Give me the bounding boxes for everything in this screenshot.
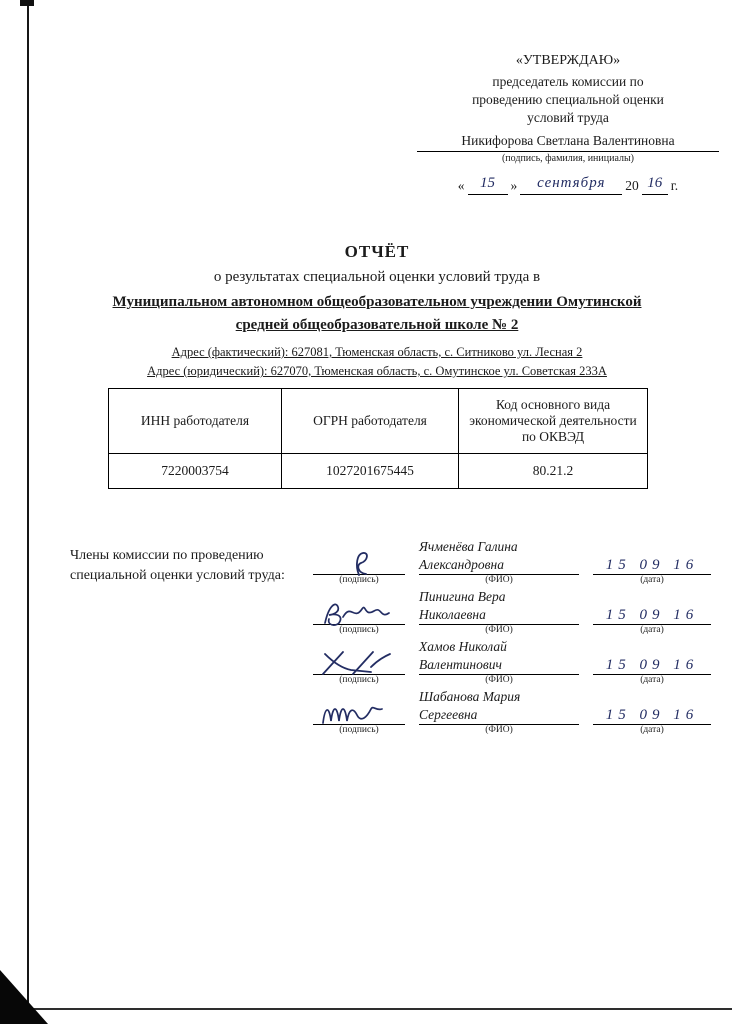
date-line (593, 648, 711, 675)
date-caption: (дата) (640, 675, 664, 686)
date-column (593, 698, 711, 735)
date-line (593, 698, 711, 725)
signature-line (313, 544, 405, 575)
organization-name-line-1: Муниципальном автономном общеобразовательном учреждении Омутинской (112, 294, 642, 310)
table-value-row (109, 454, 648, 489)
handwritten-date: 15 09 16 (605, 657, 699, 674)
inn-value: 7220003754 (109, 454, 282, 489)
name-column (419, 688, 579, 735)
date-suffix: г. (670, 177, 679, 193)
name-caption: (ФИО) (485, 575, 513, 586)
ogrn-value: 1027201675445 (282, 454, 459, 489)
approval-heading: «УТВЕРЖДАЮ» (515, 53, 621, 68)
approver-name: Никифорова Светлана Валентиновна (417, 132, 719, 152)
signature-caption: (подпись) (339, 725, 379, 736)
member-name (419, 638, 579, 675)
address-legal: Адрес (юридический): 627070, Тюменская область, с. Омутинское ул. Советская 233А (147, 364, 607, 378)
signature-column (313, 644, 405, 685)
okved-header: Код основного вида экономической деятельности по ОКВЭД (459, 389, 648, 454)
name-column (419, 538, 579, 585)
member-name-line-2: Александровна (419, 556, 504, 572)
date-close-quote: » (510, 177, 518, 193)
approval-role-line-1: председатель комиссии по (492, 74, 644, 90)
date-open-quote: « (457, 177, 465, 193)
approval-role-line-2: проведению специальной оценки (472, 92, 664, 108)
approval-signature-caption: (подпись, фамилия, инициалы) (501, 152, 635, 164)
commission-members-list (313, 538, 718, 738)
commission-label-line-2: специальной оценки условий труда: (70, 567, 285, 583)
handwritten-signature-icon (313, 597, 405, 629)
commission-label (70, 538, 313, 738)
date-caption: (дата) (640, 625, 664, 636)
approval-role-line-3: условий труда (527, 110, 609, 126)
ogrn-header: ОГРН работодателя (282, 389, 459, 454)
member-name-line-1: Пинигина Вера (419, 589, 506, 605)
scan-edge-bottom (30, 1008, 732, 1010)
handwritten-month: сентября (520, 174, 622, 195)
title-block (38, 242, 716, 379)
scan-mark-top-left (20, 0, 34, 6)
commission-label-line-1: Члены комиссии по проведению (70, 548, 264, 563)
approval-block (417, 52, 719, 195)
member-name (419, 538, 579, 575)
year-prefix: 20 (625, 177, 639, 193)
handwritten-date: 15 09 16 (605, 607, 699, 624)
date-column (593, 648, 711, 685)
date-caption: (дата) (640, 725, 664, 736)
handwritten-date: 15 09 16 (605, 707, 699, 724)
signature-caption: (подпись) (339, 575, 379, 586)
handwritten-year: 16 (642, 174, 668, 195)
date-caption: (дата) (640, 575, 664, 586)
date-column (593, 548, 711, 585)
report-subtitle: о результатах специальной оценки условий труда в (213, 269, 541, 285)
commission-member-row (313, 638, 718, 685)
handwritten-signature-icon (313, 697, 405, 729)
commission-section (70, 538, 718, 738)
signature-column (313, 594, 405, 635)
handwritten-signature-icon (313, 547, 405, 579)
signature-line (313, 594, 405, 625)
date-line (593, 598, 711, 625)
signature-caption: (подпись) (339, 675, 379, 686)
name-column (419, 588, 579, 635)
report-title: ОТЧЁТ (344, 242, 410, 261)
date-column (593, 598, 711, 635)
approval-date-line (417, 174, 719, 195)
address-actual: Адрес (фактический): 627081, Тюменская область, с. Ситниково ул. Лесная 2 (171, 345, 583, 359)
handwritten-day: 15 (468, 174, 508, 195)
inn-header: ИНН работодателя (109, 389, 282, 454)
scan-corner-blob (0, 970, 48, 1024)
signature-line (313, 694, 405, 725)
member-name-line-1: Ячменёва Галина (419, 539, 518, 554)
commission-member-row (313, 538, 718, 585)
scan-edge-left (27, 5, 29, 1009)
member-name (419, 688, 579, 725)
okved-value: 80.21.2 (459, 454, 648, 489)
member-name-line-2: Валентинович (419, 656, 502, 672)
table-header-row (109, 389, 648, 454)
signature-line (313, 644, 405, 675)
date-line (593, 548, 711, 575)
name-column (419, 638, 579, 685)
signature-column (313, 544, 405, 585)
commission-member-row (313, 688, 718, 735)
commission-member-row (313, 588, 718, 635)
name-caption: (ФИО) (485, 625, 513, 636)
member-name-line-2: Николаевна (419, 606, 486, 622)
name-caption: (ФИО) (485, 675, 513, 686)
employer-info-table (108, 388, 648, 489)
handwritten-date: 15 09 16 (605, 557, 699, 574)
member-name (419, 588, 579, 625)
signature-column (313, 694, 405, 735)
handwritten-signature-icon (313, 647, 405, 679)
organization-name-line-2: средней общеобразовательной школе № 2 (235, 316, 519, 333)
member-name-line-1: Хамов Николай (419, 639, 507, 655)
signature-caption: (подпись) (339, 625, 379, 636)
member-name-line-2: Сергеевна (419, 706, 478, 722)
member-name-line-1: Шабанова Мария (419, 689, 521, 705)
name-caption: (ФИО) (485, 725, 513, 736)
